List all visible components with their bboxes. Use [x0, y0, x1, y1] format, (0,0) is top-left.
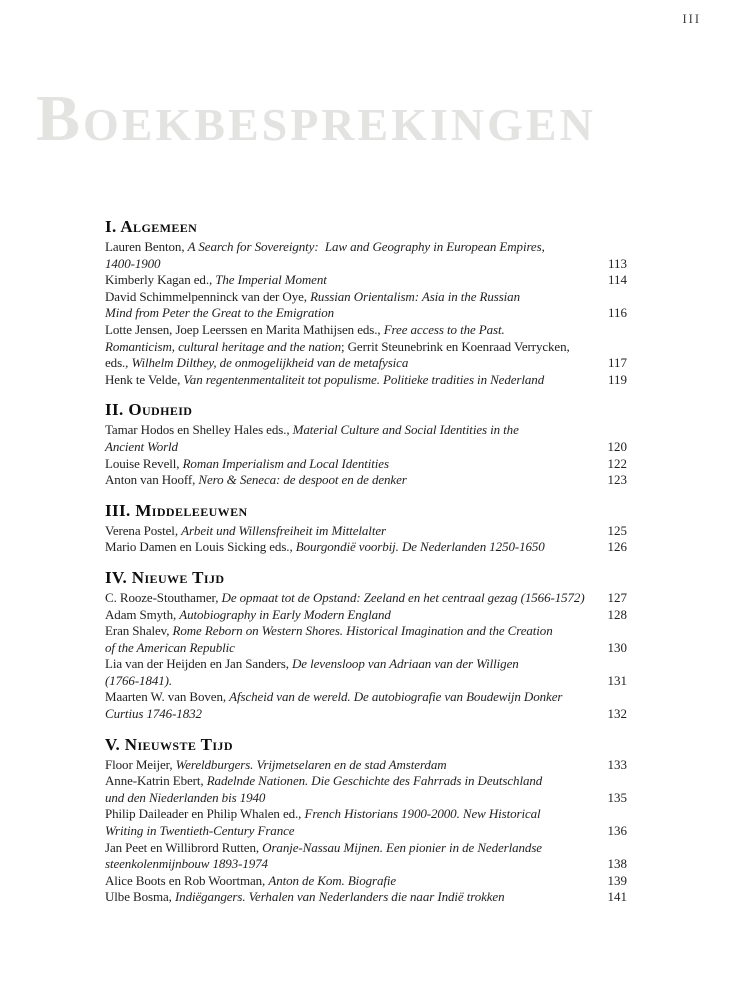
toc-entry — [105, 539, 627, 556]
page-number: 116 — [607, 305, 627, 321]
toc — [105, 205, 627, 906]
page-number: 117 — [607, 355, 627, 371]
author-text: Eran Shalev, — [105, 623, 173, 639]
book-title: und den Niederlanden bis 1940 — [105, 789, 266, 805]
book-title: Bourgondië voorbij. De Nederlanden 1250-1650 — [295, 539, 545, 555]
toc-entry — [105, 773, 627, 806]
entry-line — [105, 623, 627, 640]
author-text: Floor Meijer, — [105, 756, 176, 772]
book-title: French Historians 1900-2000. New Historical — [304, 806, 541, 822]
entry-line — [105, 856, 627, 873]
book-title: Russian Orientalism: Asia in the Russian — [310, 288, 520, 304]
toc-entry — [105, 422, 627, 455]
author-text: Tamar Hodos en Shelley Hales eds., — [105, 422, 293, 438]
author-text: Kimberly Kagan ed., — [105, 272, 216, 288]
entry-line — [105, 823, 627, 840]
toc-entry — [105, 623, 627, 656]
author-text: Maarten W. van Boven, — [105, 689, 230, 705]
author-text: Alice Boots en Rob Woortman, — [105, 872, 269, 888]
book-title: Ancient World — [105, 438, 178, 454]
page-number: 141 — [607, 889, 627, 905]
toc-entry — [105, 472, 627, 489]
page-number: 127 — [607, 589, 627, 605]
toc-entry — [105, 806, 627, 839]
author-text: Anne-Katrin Ebert, — [105, 773, 207, 789]
toc-section — [105, 569, 627, 723]
author-text: David Schimmelpenninck van der Oye, — [105, 288, 311, 304]
toc-section — [105, 502, 627, 556]
toc-entry — [105, 590, 627, 607]
toc-entry — [105, 456, 627, 473]
page-number: 120 — [607, 438, 627, 454]
book-title: Curtius 1746-1832 — [105, 706, 202, 722]
entry-line — [105, 472, 627, 489]
author-text: Lia van der Heijden en Jan Sanders, — [105, 656, 293, 672]
book-title: Romanticism, cultural heritage and the nation — [105, 338, 341, 354]
book-title: Wereldburgers. Vrijmetselaren en de stad Amsterdam — [175, 756, 447, 772]
entry-line — [105, 523, 627, 540]
entry-line — [105, 656, 627, 673]
entry-line — [105, 889, 627, 906]
author-text: Lotte Jensen, Joep Leerssen en Marita Mathijsen eds., — [105, 321, 384, 337]
entry-line — [105, 272, 627, 289]
book-title: Oranje-Nassau Mijnen. Een pionier in de Nederlandse — [262, 839, 542, 855]
page-number: 138 — [607, 856, 627, 872]
section-heading: V. Nieuwste Tijd — [105, 734, 233, 754]
author-text: Ulbe Bosma, — [105, 889, 175, 905]
book-title: Autobiography in Early Modern England — [179, 606, 391, 622]
book-title: Wilhelm Dilthey, de onmogelijkheid van de metafysica — [131, 355, 409, 371]
book-title: 1400-1900 — [105, 255, 161, 271]
toc-entry — [105, 289, 627, 322]
entry-line — [105, 355, 627, 372]
entry-line — [105, 322, 627, 339]
book-title: Arbeit und Willensfreiheit im Mittelalter — [181, 522, 386, 538]
page-number: 122 — [607, 455, 627, 471]
entry-line — [105, 339, 627, 356]
toc-entry — [105, 757, 627, 774]
book-title: The Imperial Moment — [215, 272, 327, 288]
author-text: Philip Daileader en Philip Whalen ed., — [105, 806, 305, 822]
toc-entry — [105, 322, 627, 372]
author-text: eds., — [105, 355, 132, 371]
toc-entry — [105, 239, 627, 272]
section-heading: I. Algemeen — [105, 217, 198, 236]
author-text: Verena Postel, — [105, 522, 182, 538]
book-title: Radelnde Nationen. Die Geschichte des Fahrrads in Deutschland — [206, 773, 543, 789]
book-title: Rome Reborn on Western Shores. Historical Imagination and the Creation — [172, 623, 553, 639]
toc-entry — [105, 607, 627, 624]
author-text: Jan Peet en Willibrord Rutten, — [105, 839, 263, 855]
entry-line — [105, 539, 627, 556]
author-text: C. Rooze-Stouthamer, — [105, 589, 222, 605]
book-title: Free access to the Past. — [383, 321, 505, 337]
toc-entry — [105, 840, 627, 873]
author-text: Lauren Benton, — [105, 239, 188, 254]
toc-entry — [105, 372, 627, 389]
page-number: 139 — [607, 872, 627, 888]
toc-section — [105, 218, 627, 388]
toc-entry — [105, 523, 627, 540]
entry-line — [105, 673, 627, 690]
entry-line — [105, 422, 627, 439]
toc-entry — [105, 873, 627, 890]
toc-section — [105, 736, 627, 906]
section-heading: III. Middeleeuwen — [105, 500, 248, 520]
page-number: 135 — [607, 789, 627, 805]
entry-line — [105, 806, 627, 823]
author-text: Henk te Velde, — [105, 371, 184, 387]
book-title: Mind from Peter the Great to the Emigration — [105, 305, 335, 321]
entry-line — [105, 689, 627, 706]
toc-entry — [105, 272, 627, 289]
book-title: (1766-1841). — [105, 672, 173, 688]
book-title: Writing in Twentieth-Century France — [105, 823, 295, 839]
book-title: Van regentenmentaliteit tot populisme. Politieke tradities in Nederland — [183, 371, 545, 387]
page-number: 123 — [607, 472, 627, 488]
book-title: A Search for Sovereignty: Law and Geography in European Empires, — [187, 239, 545, 254]
book-title: Afscheid van de wereld. De autobiografie van Boudewijn Donker — [229, 689, 563, 705]
book-title: Anton de Kom. Biografie — [268, 872, 397, 888]
toc-entry — [105, 689, 627, 722]
page-number: 132 — [607, 706, 627, 722]
entry-line — [105, 456, 627, 473]
book-title: Nero & Seneca: de despoot en de denker — [198, 472, 407, 488]
toc-entry — [105, 656, 627, 689]
author-text: Adam Smyth, — [105, 606, 180, 622]
section-heading: IV. Nieuwe Tijd — [105, 567, 225, 587]
entry-line — [105, 640, 627, 657]
page-number: 128 — [607, 606, 627, 622]
entry-line — [105, 773, 627, 790]
page-number: 133 — [607, 756, 627, 772]
entry-line — [105, 439, 627, 456]
entry-line — [105, 790, 627, 807]
toc-section — [105, 401, 627, 488]
page-title: Boekbesprekingen — [36, 82, 596, 156]
author-text: Anton van Hooff, — [105, 472, 199, 488]
entry-line — [105, 757, 627, 774]
entry-line — [105, 873, 627, 890]
page-number: 114 — [607, 272, 627, 288]
author-text: Louise Revell, — [105, 455, 183, 471]
toc-entry — [105, 889, 627, 906]
book-title: Material Culture and Social Identities in the — [292, 422, 519, 438]
entry-line — [105, 372, 627, 389]
entry-line — [105, 590, 627, 607]
entry-line — [105, 256, 627, 273]
entry-line — [105, 840, 627, 857]
page-number: 136 — [607, 823, 627, 839]
book-title: Indiëgangers. Verhalen van Nederlanders die naar Indië trokken — [174, 889, 505, 905]
page-number: 125 — [607, 522, 627, 538]
section-heading: II. Oudheid — [105, 400, 193, 420]
page-number: 131 — [607, 672, 627, 688]
book-title: De levensloop van Adriaan van der Willigen — [292, 656, 519, 672]
book-title: steenkolenmijnbouw 1893-1974 — [105, 856, 268, 872]
book-title: Roman Imperialism and Local Identities — [182, 455, 389, 471]
page-number: 119 — [607, 371, 627, 387]
entry-line — [105, 305, 627, 322]
author-text: Mario Damen en Louis Sicking eds., — [105, 539, 296, 555]
entry-line — [105, 706, 627, 723]
entry-line — [105, 607, 627, 624]
page-number: 126 — [607, 539, 627, 555]
page-number: 113 — [607, 255, 627, 271]
book-title: of the American Republic — [105, 639, 235, 655]
book-title: De opmaat tot de Opstand: Zeeland en het centraal gezag (1566-1572) — [221, 589, 585, 605]
page-number: 130 — [607, 639, 627, 655]
entry-line — [105, 239, 627, 256]
entry-line — [105, 289, 627, 306]
page-folio: III — [682, 12, 701, 26]
author-text: ; Gerrit Steunebrink en Koenraad Verrycken, — [340, 338, 570, 354]
